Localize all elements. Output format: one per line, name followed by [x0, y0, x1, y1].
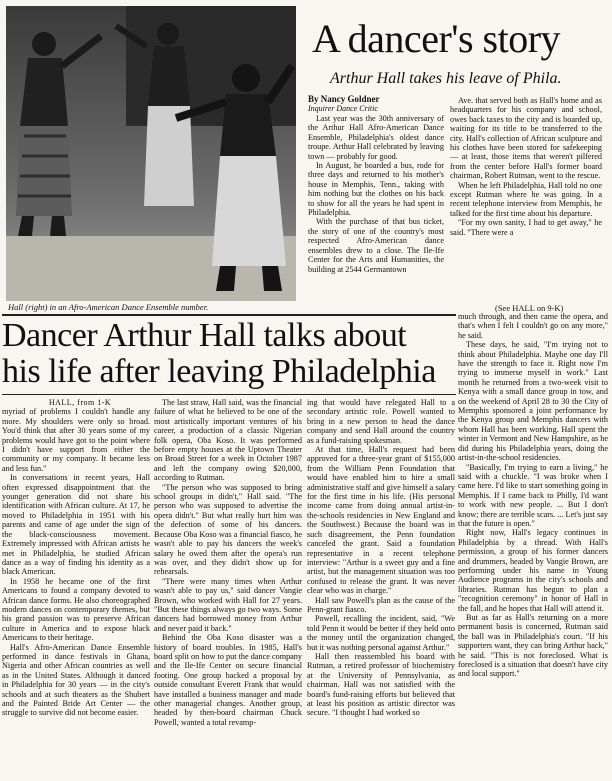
paragraph: In conversations in recent years, Hall often expressed disappointment that the younger generation did not share his identification with African culture. At 17, he moved to Philadelphia in 1951 with his parents and came of age under the sign of the black-consciousness movement. Extremely impressed with African artists he met in Philadelphia, he studied African dance as a way of finding his identity as a black American. [2, 473, 150, 577]
bottom-headline: Dancer Arthur Hall talks about his life after leaving Philadelphia [2, 317, 436, 390]
paragraph: Behind the Oba Koso disaster was a history of board troubles. In 1985, Hall's board split on how to put the dance company and the Ile-Ife Center on secure financial footing. One group backed a proposal by outside consultant Everett Frank that would have installed a business manager and made other managerial changes. Another group, headed by then-board chairman Chuck Powell, wanted a total revamp- [154, 633, 302, 727]
paragraph: "The person who was supposed to bring school groups in didn't," Hall said. "The person who was supposed to advertise the opera didn't." But what really hurt him was the defection of some of his dancers. Because Oba Koso was a financial fiasco, he wasn't able to pay his dancers the week's salary he owed them after the opera's run was over, and they didn't show up for rehearsals. [154, 482, 302, 577]
byline-name: By Nancy Goldner [308, 94, 380, 104]
paragraph: "For my own sanity, I had to get away," he said. "There were a [450, 218, 602, 237]
paragraph: Last year was the 30th anniversary of the Arthur Hall Afro-American Dance Ensemble, Philadelphia's oldest dance troupe. Arthur Hall celebrated by leaving town — probably for good. [308, 114, 444, 161]
bottom-column-2 [154, 398, 302, 778]
paragraph: With the purchase of that bus ticket, the story of one of the country's most respected Afro-American dance ensembles drew to a close. The Ile-Ife Center for the Arts and Humanities, the building at 2544 Germantown [308, 217, 444, 274]
paragraph: Powell, recalling the incident, said, "We told Penn it would be better if they held onto the money until the organization changed, but it was nothing personal against Arthur." [307, 614, 455, 652]
divider [2, 314, 456, 316]
paragraph: In August, he boarded a bus, rode for three days and returned to his mother's house in Memphis, Tenn., taking with him nothing but the clothes on his back to show for all the years he had spent in Philadelphia. [308, 161, 444, 218]
dancers-image [6, 6, 296, 306]
byline [308, 95, 448, 113]
paragraph: When he left Philadelphia, Hall told no one except Rutman where he was going. In a recent telephone interview from Memphis, he talked for the first time about his departure. [450, 180, 602, 218]
top-column-1 [308, 114, 444, 310]
continuation-note: (See HALL on 9-K) [495, 303, 564, 313]
paragraph: myriad of problems I couldn't handle any more. My shoulders were only so broad. You'd think that after 30 years some of my problems would have got to the point where I didn't have support from either the community or my company. It became less and less fun." [2, 407, 150, 473]
paragraph: Right now, Hall's legacy continues in Philadelphia by a thread. With Hall's permission, a group of his former dancers and drummers, headed by Vangie Brown, are performing under his name in Young Audience programs in the city's schools and libraries. Rutman has begun to plan a "recognition ceremony" in honor of Hall in the fall, and he hopes that Hall will attend it. [458, 528, 608, 613]
paragraph: But as far as Hall's returning on a more permanent basis is concerned, Rutman said the ball was in Philadelphia's court. "If his supporters want, they can bring Arthur back," he said. "This is not foreclosed. What is foreclosed is a situation that doesn't have city and local support." [458, 613, 608, 679]
dancer-photo [6, 6, 296, 306]
paragraph: Hall's Afro-American Dance Ensemble performed in dance festivals in Ghana, Nigeria and other African countries as well as in the United States. Although it danced in Philadelphia for 30 years — in the city's schools and at such theaters as the Shubert and the Painted Bride Art Center — the struggle to survive did not become easier. [2, 642, 150, 718]
paragraph: Hall saw Powell's plan as the cause of the Penn-grant fiasco. [307, 595, 455, 614]
paragraph: Ave. that served both as Hall's home and as headquarters for his company and school, owes back taxes to the city and is boarded up, waiting for its title to be transferred to the city. Hall's collection of African sculpture and his clothes have been stored for safekeeping — at least, those items that weren't pilfered from the center before Hall's former board chairman, Robert Rutman, went to the rescue. [450, 96, 602, 181]
paragraph: "There were many times when Arthur wasn't able to pay us," said dancer Vangie Brown, who worked with Hall for 27 years. "But these things always go two ways. Some dancers had borrowed money from Arthur and never paid it back." [154, 576, 302, 633]
bottom-column-1 [2, 398, 150, 778]
top-headline: A dancer's story [312, 16, 561, 61]
paragraph: Hall then reassembled his board with Rutman, a retired professor of biochemistry at the University of Pennsylvania, as chairman. Hall was not satisfied with the board's fund-raising efforts but believed that at least his position as artistic director was secure. "I thought I had worked so [307, 651, 455, 718]
paragraph: much through, and then came the opera, and that's when I felt I couldn't go on any more," he said. [458, 312, 608, 340]
byline-title: Inquirer Dance Critic [308, 104, 378, 113]
paragraph: At that time, Hall's request had been approved for a three-year grant of $155,000 from the William Penn Foundation that would have enabled him to hire a small administrative staff and give himself a salary for the first time in his life. (His personal income came from doing annual artist-in-the-schools residencies in New England and the Southwest.) Because the board was in such disagreement, the Penn foundation canceled the grant. Said a foundation representative in a recent telephone interview: "Arthur is a sweet guy and a fine artist, but the management situation was too confused to release the grant. It was never clear who was in charge." [307, 445, 455, 596]
paragraph: ing that would have relegated Hall to a secondary artistic role. Powell wanted to bring in a new person to head the dance company and send Hall around the country as a fund-raising spokesman. [307, 398, 455, 445]
paragraph: The last straw, Hall said, was the financial failure of what he believed to be one of the most artistically important ventures of his career, a production of a classic Nigerian folk opera, Oba Koso. It was performed before empty houses at the Uptown Theater on Broad Street for a week in October 1987 and left the company owing $20,000, according to Rutman. [154, 398, 302, 483]
top-subhead: Arthur Hall takes his leave of Phila. [330, 70, 562, 87]
paragraph: In 1958 he became one of the first Americans to found a company devoted to African dance forms. He also choreographed modern dances on contemporary themes, but his grand passion was to preserve African culture in America and to expose black Americans to their heritage. [2, 576, 150, 643]
top-column-2 [450, 96, 602, 310]
paragraph: "Basically, I'm trying to earn a living," he said with a chuckle. "I was broke when I came here. I'd like to start something going in Memphis. If I came back to Philly, I'd want to work with new people. ... But I don't know; there are terrible scars. ... Let's just say that the future is open." [458, 462, 608, 528]
photo-caption: Hall (right) in an Afro-American Dance Ensemble number. [6, 301, 300, 313]
dateline: HALL, from 1-K [48, 398, 112, 407]
bottom-column-3 [307, 398, 455, 778]
bottom-column-4 [458, 312, 608, 778]
divider [2, 394, 456, 395]
paragraph: These days, he said, "I'm trying not to think about Philadelphia. Maybe one day I'll have the strength to face it. Right now I'm trying to immerse myself in work." Last month he returned from a two-week visit to Kenya with a small dance group in tow, and on the weekend of April 28 to 30 the City of Memphis sponsored a joint performance by the Kenya group and Memphis dancers with whom Hall has been working. Hall spent the winter in Vermont and New Hampshire, as he did during his Philadelphia years, doing the artist-in-the-school residencies. [458, 340, 608, 463]
